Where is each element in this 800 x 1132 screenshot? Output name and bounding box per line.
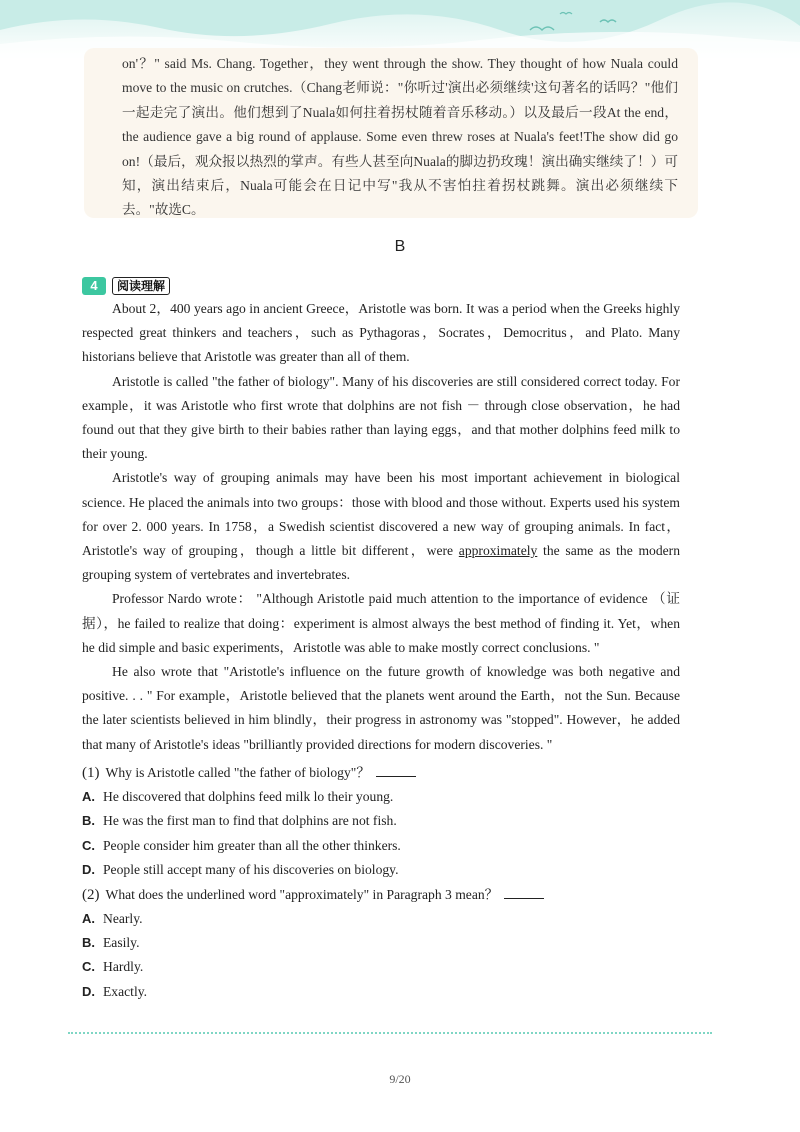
option-letter: B.: [82, 813, 95, 829]
paragraph-3: [82, 466, 680, 587]
option-text: People consider him greater than all the other thinkers.: [103, 837, 401, 853]
option-letter: D.: [82, 862, 95, 878]
paragraph-2: Aristotle is called "the father of biology". Many of his discoveries are still considered correct today. For example，it was Aristotle who first wrote that dolphins are not fish － through close observation，he had found out that they give birth to their babies rather than laying eggs，and that mother dolphins feed milk to their young.: [82, 373, 680, 462]
paragraph-1: About 2，400 years ago in ancient Greece，Aristotle was born. It was a period when the Greeks highly respected great thinkers and teachers，such as Pythagoras，Socrates，Democritus，and Plato. Many historians believe that Aristotle was greater than all of them.: [82, 301, 680, 365]
answer-blank[interactable]: [504, 884, 544, 899]
option-text: Exactly.: [103, 983, 148, 999]
footer-divider: [68, 1032, 712, 1034]
q1-option-a[interactable]: [82, 785, 680, 809]
underlined-word: approximately: [458, 543, 538, 559]
paragraph-3-after: the same as the modern grouping system of vertebrates and invertebrates.: [82, 543, 680, 583]
q1-option-c[interactable]: [82, 834, 680, 858]
answer-blank[interactable]: [376, 762, 416, 777]
question-2-text: What does the underlined word "approximately" in Paragraph 3 mean？: [105, 886, 499, 902]
option-text: People still accept many of his discoveries on biology.: [103, 862, 399, 878]
question-1-text: Why is Aristotle called "the father of biology"？: [105, 765, 370, 780]
q2-option-c[interactable]: [82, 955, 680, 979]
section-heading: B: [394, 238, 406, 255]
question-1: [82, 761, 680, 785]
option-letter: A.: [82, 910, 95, 926]
option-text: Hardly.: [103, 959, 144, 975]
question-2: [82, 883, 680, 907]
option-letter: C.: [82, 959, 95, 975]
question-list: [82, 761, 680, 1004]
option-letter: B.: [82, 934, 95, 950]
question-2-number: (2): [82, 886, 100, 903]
q2-option-b[interactable]: [82, 931, 680, 955]
page-number: 9/20: [389, 1072, 411, 1086]
reading-passage: [82, 297, 680, 757]
option-letter: C.: [82, 837, 95, 853]
option-text: He was the first man to find that dolphins are not fish.: [103, 813, 397, 829]
paragraph-4: Professor Nardo wrote： "Although Aristotle paid much attention to the importance of evidence （证据），he failed to realize that doing：experiment is almost always the best method of finding it. Yet，when he did simple and basic experiments，Aristotle was able to make mostly correct conclusions. ": [82, 591, 680, 655]
option-text: He discovered that dolphins feed milk lo their young.: [103, 789, 394, 804]
question-number-badge: 4: [82, 277, 106, 295]
q2-option-a[interactable]: [82, 907, 680, 931]
paragraph-3-before: Aristotle's way of grouping animals may have been his most important achievement in biological science. He placed the animals into two groups：those with blood and those without. Experts used his system for over 2. 000 years. In 1758，a Swedish scientist discovered a new way of grouping animals. In fact，Aristotle's way of grouping，though a little bit different，were: [82, 470, 680, 559]
question-type-label: 阅读理解: [112, 277, 170, 295]
paragraph-5: He also wrote that "Aristotle's influence on the future growth of knowledge was both negative and positive. . . " For example，Aristotle believed that the planets went around the Earth，not the Sun. Because the later scientists believed in him blindly，their progress in astronomy was "stopped". However，he added that many of Aristotle's ideas "brilliantly provided directions for modern discoveries. ": [82, 664, 680, 752]
q1-option-d[interactable]: [82, 858, 680, 882]
option-text: Easily.: [103, 934, 140, 950]
option-text: Nearly.: [103, 910, 143, 926]
q2-option-d[interactable]: [82, 980, 680, 1004]
q1-option-b[interactable]: [82, 809, 680, 833]
answer-explanation-text: on'？" said Ms. Chang. Together，they went through the show. They thought of how Nuala could move to the music on crutches.（Chang老师说："你听过'演出必须继续'这句著名的话吗？"他们一起走完了演出。他们想到了Nuala如何拄着拐杖随着音乐移动。）以及最后一段At the end，the audience gave a big round of applause. Some even threw roses at Nuala's feet!The show did go on!（最后，观众报以热烈的掌声。有些人甚至向Nuala的脚边扔玫瑰！演出确实继续了！）可知，演出结束后，Nuala可能会在日记中写"我从不害怕拄着拐杖跳舞。演出必须继续下去。"故选C。: [122, 56, 678, 218]
question-1-number: (1): [82, 765, 100, 781]
option-letter: D.: [82, 983, 95, 999]
option-letter: A.: [82, 789, 95, 804]
